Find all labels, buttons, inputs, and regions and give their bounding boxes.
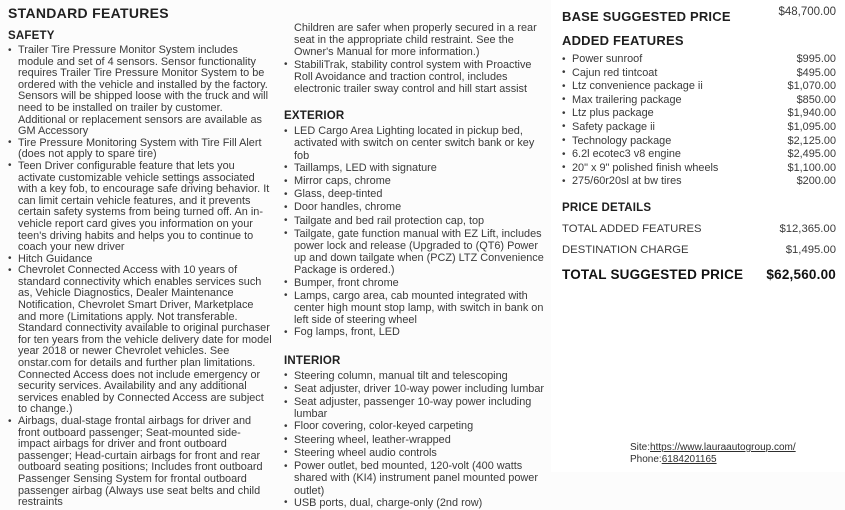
interior-feature-list — [284, 370, 546, 510]
feature-text: Glass, deep-tinted — [294, 188, 383, 201]
destination-charge-row — [562, 244, 836, 256]
feature-text: Steering wheel, leather-wrapped — [294, 433, 451, 446]
added-feature-price: $1,940.00 — [787, 107, 836, 120]
feature-text: Bumper, front chrome — [294, 276, 399, 289]
feature-text: Steering column, manual tilt and telescoping — [294, 369, 508, 382]
feature-list-item — [8, 45, 272, 138]
feature-list-item — [284, 59, 546, 96]
feature-text: Door handles, chrome — [294, 201, 402, 214]
added-feature-price: $995.00 — [796, 53, 836, 65]
added-feature-price: $1,095.00 — [787, 120, 836, 133]
exterior-section-title: EXTERIOR — [284, 110, 345, 123]
feature-list-item — [284, 370, 546, 383]
feature-list-item — [284, 290, 546, 327]
phone-link[interactable]: 6184201165 — [661, 454, 717, 465]
bullet-icon — [562, 135, 572, 149]
site-label: Site: — [630, 442, 651, 453]
total-suggested-price-label: TOTAL SUGGESTED PRICE — [562, 266, 744, 282]
added-feature-label: 20" x 9" polished finish wheels — [572, 161, 719, 174]
bullet-icon — [284, 383, 294, 396]
bullet-icon — [284, 420, 294, 433]
feature-text: Chevrolet Connected Access with 10 years of standard connectivity which enables services such as, Vehicle Diagnostics, Dealer Maintenance Notification, Chevrolet Smart Driver, Marketplace and more (Limitations apply. Not transferable. Standard connectivity available to original purchaser for ten years from the vehicle delivery date for model year 2018 or newer Chevrolet vehicles. See onstar.com for details and further plan limitations. Connected Access does not include emergency or security services. Availability and any additional services enabled by Connected Access are subject to change.) — [18, 264, 272, 416]
added-feature-row — [562, 80, 836, 94]
price-panel — [551, 0, 845, 472]
bullet-icon — [284, 215, 294, 228]
added-feature-label: Ltz plus package — [572, 107, 654, 120]
bullet-icon — [562, 148, 572, 162]
feature-list-item — [284, 434, 546, 447]
added-feature-price: $850.00 — [796, 93, 836, 106]
dealer-contact-footer — [630, 442, 796, 466]
bullet-icon — [284, 447, 294, 460]
feature-list-item — [284, 460, 546, 497]
feature-text: Mirror caps, chrome — [294, 175, 391, 188]
price-details-title: PRICE DETAILS — [562, 201, 652, 214]
feature-text: Hitch Guidance — [18, 252, 93, 265]
safety-feature-list-continued — [284, 59, 546, 96]
added-feature-row — [562, 175, 836, 189]
feature-text: LED Cargo Area Lighting located in pickup bed, activated with switch on center switch bank or key fob — [294, 125, 535, 162]
feature-list-item — [8, 265, 272, 416]
bullet-icon — [284, 162, 294, 175]
feature-list-item — [8, 416, 272, 509]
destination-charge-label: DESTINATION CHARGE — [562, 243, 689, 256]
bullet-icon — [284, 396, 294, 420]
added-feature-row — [562, 94, 836, 108]
added-feature-price: $2,495.00 — [787, 148, 836, 161]
feature-text: Fog lamps, front, LED — [294, 326, 400, 339]
bullet-icon — [8, 416, 18, 509]
bullet-icon — [284, 59, 294, 96]
feature-list-item — [284, 188, 546, 201]
feature-list-item — [284, 215, 546, 228]
bullet-icon — [284, 326, 294, 339]
feature-list-item — [8, 161, 272, 254]
added-feature-row — [562, 67, 836, 81]
feature-list-item — [284, 447, 546, 460]
feature-list-item — [8, 138, 272, 161]
bullet-icon — [562, 94, 572, 108]
added-feature-label: Safety package ii — [572, 120, 655, 133]
total-added-features-label: TOTAL ADDED FEATURES — [562, 222, 702, 235]
exterior-feature-list — [284, 125, 546, 339]
bullet-icon — [284, 188, 294, 201]
added-feature-label: 275/60r20sl at bw tires — [572, 175, 682, 188]
safety-feature-list — [8, 45, 272, 509]
feature-list-item — [284, 125, 546, 162]
bullet-icon — [284, 228, 294, 277]
phone-label: Phone: — [630, 454, 662, 465]
feature-text: Seat adjuster, driver 10-way power including lumbar — [294, 382, 545, 395]
feature-text: Tailgate and bed rail protection cap, top — [294, 214, 485, 227]
feature-text: Steering wheel audio controls — [294, 446, 437, 459]
bullet-icon — [562, 67, 572, 81]
destination-charge-value: $1,495.00 — [785, 243, 836, 256]
site-line — [630, 442, 796, 454]
feature-text: Tailgate, gate function manual with EZ Lift, includes power lock and release (Upgraded to (QT6) Power up and down tailgate when (PCZ) LTZ Convenience Package is ordered.) — [294, 227, 544, 277]
interior-section-title: INTERIOR — [284, 354, 341, 367]
bullet-icon — [562, 53, 572, 67]
feature-list-item — [284, 326, 546, 339]
added-feature-row — [562, 135, 836, 149]
added-feature-label: Cajun red tintcoat — [572, 66, 658, 79]
feature-list-item — [284, 277, 546, 290]
feature-text: Teen Driver configurable feature that lets you activate customizable vehicle settings associated with a key fob, to encourage safe driving behavior. It can limit certain vehicle features, and it prevents certain safety systems from being turned off. An in-vehicle report card gives you information on your teen's driving habits and helps you to continue to coach your new driver — [18, 159, 270, 254]
base-price-value: $48,700.00 — [778, 6, 836, 18]
added-feature-price: $1,070.00 — [787, 80, 836, 93]
added-features-title: ADDED FEATURES — [562, 33, 684, 48]
total-suggested-price-row — [562, 267, 836, 282]
added-feature-row — [562, 148, 836, 162]
bullet-icon — [8, 138, 18, 161]
feature-text: Floor covering, color-keyed carpeting — [294, 420, 474, 433]
added-feature-label: 6.2l ecotec3 v8 engine — [572, 148, 681, 161]
added-feature-row — [562, 162, 836, 176]
phone-line — [630, 454, 796, 466]
bullet-icon — [8, 265, 18, 416]
added-feature-price: $1,100.00 — [787, 161, 836, 174]
bullet-icon — [8, 45, 18, 138]
bullet-icon — [562, 162, 572, 176]
bullet-icon — [562, 107, 572, 121]
bullet-icon — [284, 201, 294, 214]
total-suggested-price-value: $62,560.00 — [766, 266, 836, 282]
feature-text: Airbags, dual-stage frontal airbags for driver and front outboard passenger; Seat-mounted side-impact airbags for driver and front outboard passenger; Head-curtain airbags for front and rear outboard seating positions; Includes front outboard Passenger Sensing System for frontal outboard passenger airbag (Always use seat belts and child restraints — [18, 415, 263, 509]
feature-list-item — [284, 228, 546, 277]
added-feature-price: $200.00 — [796, 175, 836, 188]
bullet-icon — [284, 497, 294, 510]
added-feature-price: $2,125.00 — [787, 134, 836, 147]
features-continuation-column — [284, 0, 546, 510]
added-feature-price: $495.00 — [796, 66, 836, 79]
feature-list-item — [284, 383, 546, 396]
added-feature-row — [562, 121, 836, 135]
safety-continuation-text: Children are safer when properly secured in a rear seat in the appropriate child restraint. See the Owner's Manual for more information.) — [294, 22, 537, 59]
base-price-row — [562, 6, 836, 24]
feature-text: Seat adjuster, passenger 10-way power including lumbar — [294, 396, 532, 421]
bullet-icon — [284, 370, 294, 383]
feature-text: USB ports, dual, charge-only (2nd row) — [294, 496, 483, 509]
feature-text: Taillamps, LED with signature — [294, 161, 437, 174]
added-feature-row — [562, 53, 836, 67]
bullet-icon — [562, 80, 572, 94]
feature-text: Tire Pressure Monitoring System with Tire Fill Alert (does not apply to spare tire) — [18, 136, 262, 161]
bullet-icon — [284, 434, 294, 447]
added-features-list — [562, 53, 836, 189]
added-feature-row — [562, 107, 836, 121]
added-feature-label: Ltz convenience package ii — [572, 80, 703, 93]
total-added-features-row — [562, 223, 836, 235]
site-link[interactable]: https://www.lauraautogroup.com/ — [650, 442, 796, 453]
page-title: STANDARD FEATURES — [8, 5, 169, 21]
bullet-icon — [562, 121, 572, 135]
total-added-features-value: $12,365.00 — [779, 222, 836, 235]
added-feature-label: Power sunroof — [572, 53, 643, 65]
feature-list-item — [284, 420, 546, 433]
feature-text: StabiliTrak, stability control system with Proactive Roll Avoidance and traction control, includes electronic trailer sway control and hill start assist — [294, 58, 532, 96]
added-feature-label: Technology package — [572, 134, 672, 147]
bullet-icon — [284, 125, 294, 162]
bullet-icon — [8, 254, 18, 266]
bullet-icon — [8, 161, 18, 254]
feature-list-item — [284, 162, 546, 175]
feature-list-item — [284, 175, 546, 188]
feature-list-item — [284, 201, 546, 214]
feature-list-item — [284, 497, 546, 510]
added-feature-label: Max trailering package — [572, 93, 682, 106]
bullet-icon — [562, 175, 572, 189]
feature-text: Power outlet, bed mounted, 120-volt (400 watts shared with (KI4) instrument panel mounted power outlet) — [294, 460, 538, 497]
standard-features-column — [8, 0, 272, 509]
bullet-icon — [284, 290, 294, 327]
feature-text: Trailer Tire Pressure Monitor System includes module and set of 4 sensors. Sensor functionality requires Trailer Tire Pressure Monitor System to be ordered with the vehicle and installed by the factory. Sensors will be shipped loose with the truck and will need to be installed on trailer by customer. Additional or replacement sensors are available as GM Accessory — [18, 44, 269, 138]
safety-section-title: SAFETY — [8, 30, 55, 42]
feature-list-item — [284, 396, 546, 420]
feature-text: Lamps, cargo area, cab mounted integrated with center high mount stop lamp, with switch in bank on left side of steering wheel — [294, 289, 544, 327]
base-price-label: BASE SUGGESTED PRICE — [562, 9, 731, 24]
bullet-icon — [284, 277, 294, 290]
bullet-icon — [284, 175, 294, 188]
bullet-icon — [284, 460, 294, 497]
